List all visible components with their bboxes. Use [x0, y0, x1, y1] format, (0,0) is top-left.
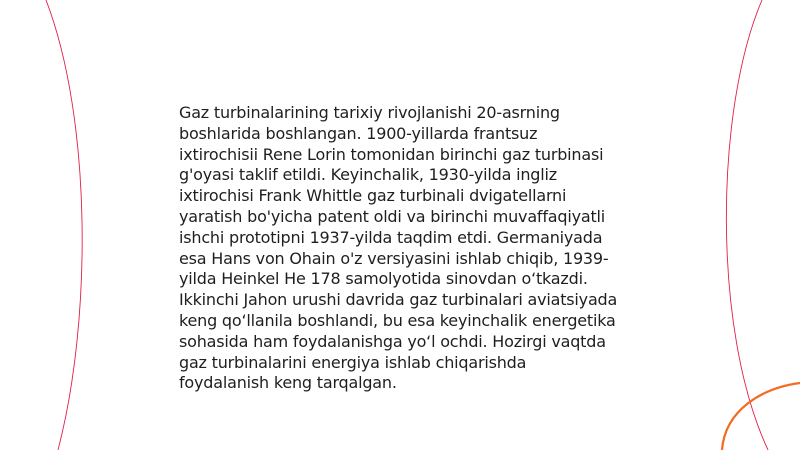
right-decorative-arc [726, 0, 768, 450]
body-text-paragraph: Gaz turbinalarining tarixiy rivojlanishi 20-asrning boshlarida boshlangan. 1900-yillarda frantsuz ixtirochisii Rene Lorin tomonidan birinchi gaz turbinasi g'oyasi taklif etildi. Keyinchalik, 1930-yilda ingliz ixtirochisi Frank Whittle gaz turbinali dvigatellarni yaratish bo'yicha patent oldi va birinchi muvaffaqiyatli ishchi prototipni 1937-yilda taqdim etdi. Germaniyada esa Hans von Ohain o'z versiyasini ishlab chiqib, 1939-yilda Heinkel He 178 samolyotida sinovdan o‘tkazdi. Ikkinchi Jahon urushi davrida gaz turbinalari aviatsiyada keng qo‘llanila boshlandi, bu esa keyinchalik energetika sohasida ham foydalanishga yo‘l ochdi. Hozirgi vaqtda gaz turbinalarini energiya ishlab chiqarishda foydalanish keng tarqalgan. [179, 103, 618, 393]
orange-corner-ring [722, 383, 800, 450]
left-decorative-arc [46, 0, 82, 450]
